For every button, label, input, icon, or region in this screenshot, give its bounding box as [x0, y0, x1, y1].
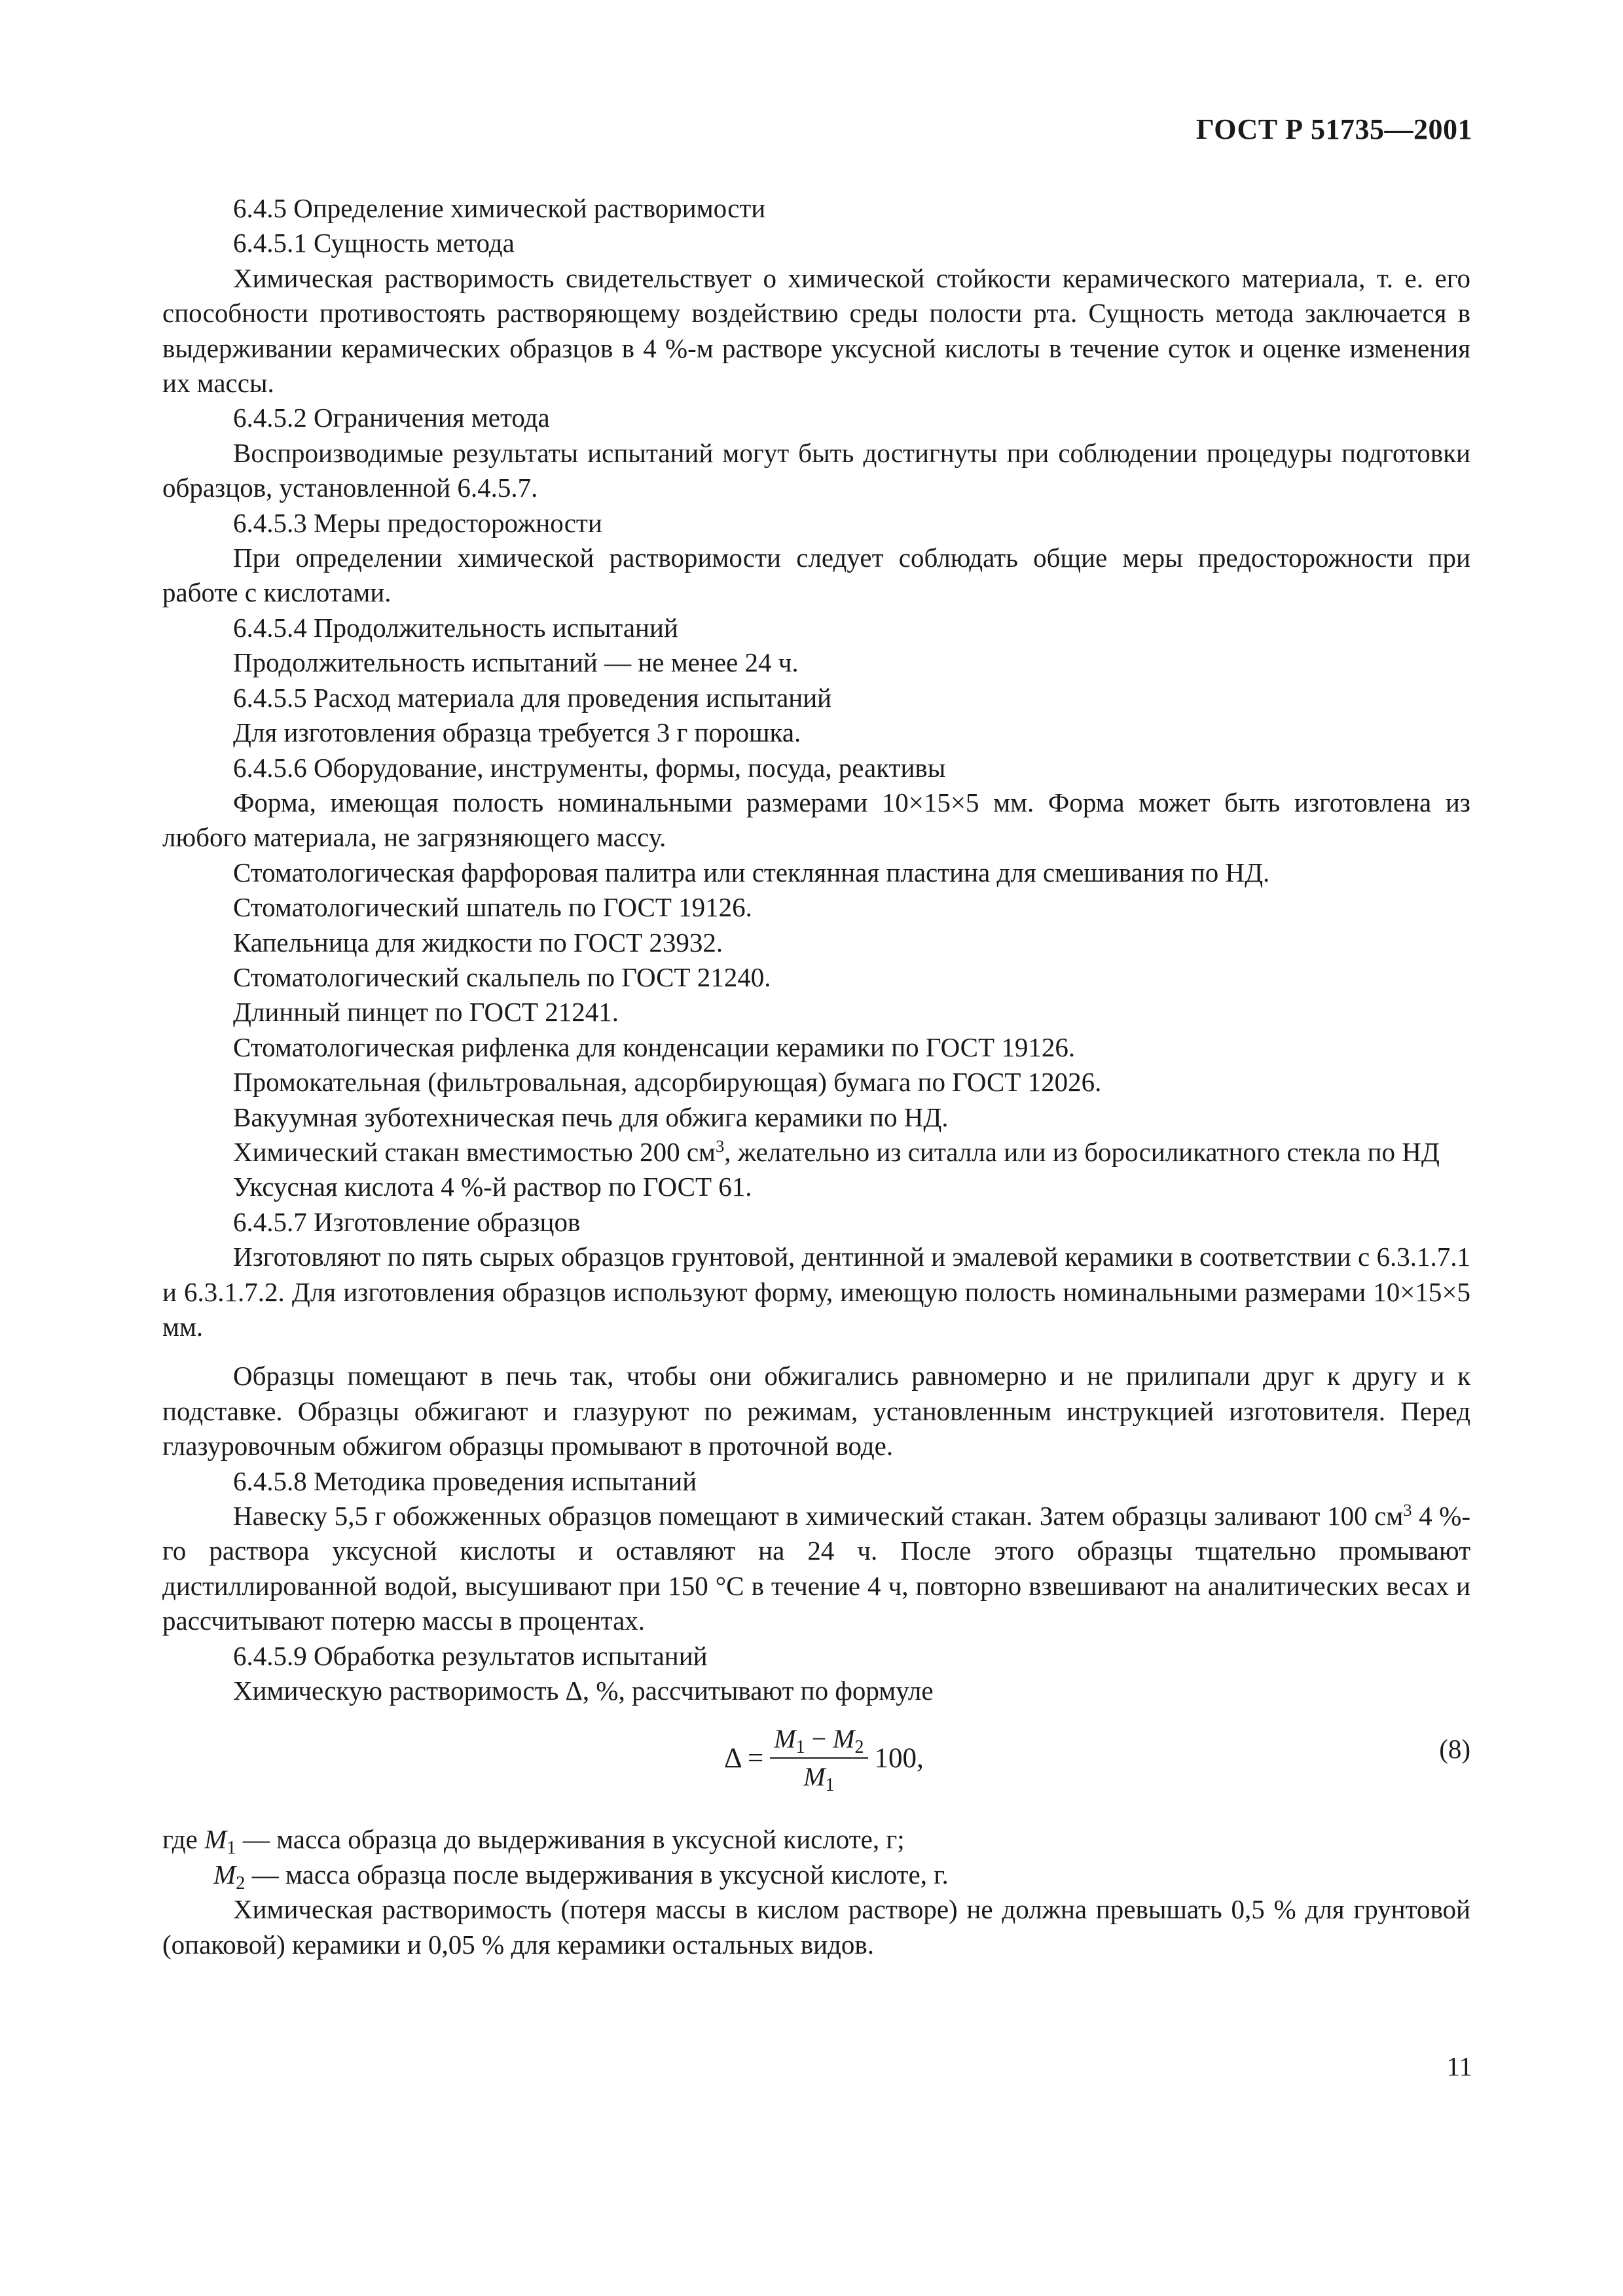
fraction — [770, 1723, 867, 1796]
variable: M — [204, 1824, 227, 1855]
list-item: Вакуумная зуботехническая печь для обжига керамики по НД. — [233, 1102, 949, 1132]
paragraph: Продолжительность испытаний — не менее 24 ч. — [233, 647, 799, 678]
fraction-numerator — [770, 1723, 867, 1759]
paragraph: Изготовляют по пять сырых образцов грунтовой, дентинной и эмалевой керамики в соответствии с 6.3.1.7.1 и 6.3.1.7.2. Для изготовления образцов используют форму, имеющую полость номинальными размерами 10×15×5 мм. — [162, 1242, 1470, 1342]
variable: M — [803, 1762, 826, 1792]
text-run: , желательно из ситалла или из боросиликатного стекла по НД — [724, 1136, 1440, 1167]
text-run: 4 %-го раствора уксусной кислоты и оставляют на 24 ч. После этого образцы тщательно промывают дистиллированной водой, высушивают при 150 °С в течение 4 ч, повторно взвешивают на аналитических весах и рассчитывают потерю массы в процентах. — [162, 1501, 1470, 1636]
variable-description: — масса образца после выдерживания в уксусной кислоте, г. — [245, 1859, 949, 1890]
list-item: Капельница для жидкости по ГОСТ 23932. — [233, 927, 723, 958]
list-item — [162, 1135, 1470, 1170]
formula-block — [162, 1719, 1470, 1810]
document-body — [162, 191, 1470, 1962]
paragraph: Форма, имеющая полость номинальными размерами 10×15×5 мм. Форма может быть изготовлена из любого материала, не загрязняющего массу. — [162, 787, 1470, 853]
subsection-heading: 6.4.5.5 Расход материала для проведения испытаний — [233, 682, 832, 713]
subsection-heading: 6.4.5.2 Ограничения метода — [233, 403, 550, 433]
superscript: 3 — [715, 1136, 725, 1156]
formula-factor: 100, — [874, 1742, 924, 1774]
paragraph: При определении химической растворимости следует соблюдать общие меры предосторожности при работе с кислотами. — [162, 543, 1470, 608]
subscript: 1 — [825, 1775, 835, 1796]
where-prefix: где — [162, 1824, 205, 1855]
variable: M — [213, 1859, 236, 1890]
where-line — [162, 1822, 1470, 1857]
section-heading: 6.4.5 Определение химической растворимости — [233, 193, 766, 223]
subscript: 2 — [854, 1737, 864, 1758]
document-header: ГОСТ Р 51735—2001 — [1195, 113, 1472, 145]
superscript: 3 — [1403, 1500, 1412, 1520]
paragraph — [162, 1499, 1470, 1639]
subscript: 1 — [227, 1837, 236, 1859]
paragraph: Для изготовления образца требуется 3 г порошка. — [233, 717, 801, 748]
paragraph: Химическая растворимость свидетельствует о химической стойкости керамического материала, т. е. его способности противостоять растворяющему воздействию среды полости рта. Сущность метода заключается в выдерживании керамических образцов в 4 %-м растворе уксусной кислоты в течение суток и оценке изменения их массы. — [162, 262, 1470, 399]
formula-lhs: Δ = — [724, 1742, 764, 1774]
variable: M — [774, 1724, 796, 1754]
subsection-heading: 6.4.5.8 Методика проведения испытаний — [233, 1465, 697, 1496]
list-item: Стоматологический скальпель по ГОСТ 21240. — [233, 961, 771, 992]
subscript: 2 — [236, 1872, 246, 1893]
list-item: Стоматологический шпатель по ГОСТ 19126. — [233, 892, 752, 923]
paragraph: Воспроизводимые результаты испытаний могут быть достигнуты при соблюдении процедуры подготовки образцов, установленной 6.4.5.7. — [162, 437, 1470, 503]
subsection-heading: 6.4.5.6 Оборудование, инструменты, формы, посуда, реактивы — [233, 752, 946, 783]
where-line — [162, 1857, 1470, 1892]
list-item: Уксусная кислота 4 %-й раствор по ГОСТ 61. — [233, 1172, 752, 1202]
equation-number: (8) — [1439, 1734, 1470, 1765]
subsection-heading: 6.4.5.9 Обработка результатов испытаний — [233, 1640, 708, 1671]
list-item: Стоматологическая фарфоровая палитра или стеклянная пластина для смешивания по НД. — [233, 857, 1270, 888]
variable-description: — масса образца до выдерживания в уксусной кислоте, г; — [236, 1824, 905, 1855]
text-run: Химический стакан вместимостью 200 см — [233, 1136, 716, 1167]
subsection-heading: 6.4.5.7 Изготовление образцов — [233, 1206, 581, 1237]
fraction-denominator — [803, 1759, 835, 1796]
subsection-heading: 6.4.5.3 Меры предосторожности — [233, 507, 602, 538]
variable: M — [833, 1724, 855, 1754]
formula — [724, 1719, 924, 1797]
list-item: Длинный пинцет по ГОСТ 21241. — [233, 997, 619, 1028]
list-item: Стоматологическая рифленка для конденсации керамики по ГОСТ 19126. — [233, 1031, 1076, 1062]
subscript: 1 — [795, 1737, 805, 1758]
text-run: Навеску 5,5 г обожженных образцов помещают в химический стакан. Затем образцы заливают 100 см — [233, 1501, 1404, 1532]
page-number: 11 — [1446, 2051, 1472, 2081]
paragraph: Образцы помещают в печь так, чтобы они обжигались равномерно и не прилипали друг к другу и к подставке. Образцы обжигают и глазуруют по режимам, установленным инструкцией изготовителя. Перед глазуровочным обжигом образцы промывают в проточной воде. — [162, 1361, 1470, 1462]
list-item: Промокательная (фильтровальная, адсорбирующая) бумага по ГОСТ 12026. — [233, 1067, 1102, 1098]
paragraph: Химическую растворимость Δ, %, рассчитывают по формуле — [233, 1676, 934, 1706]
paragraph: Химическая растворимость (потеря массы в кислом растворе) не должна превышать 0,5 % для грунтовой (опаковой) керамики и 0,05 % для керамики остальных видов. — [162, 1894, 1470, 1960]
subsection-heading: 6.4.5.4 Продолжительность испытаний — [233, 612, 678, 643]
subsection-heading: 6.4.5.1 Сущность метода — [233, 228, 515, 259]
minus-sign: − — [805, 1724, 833, 1754]
